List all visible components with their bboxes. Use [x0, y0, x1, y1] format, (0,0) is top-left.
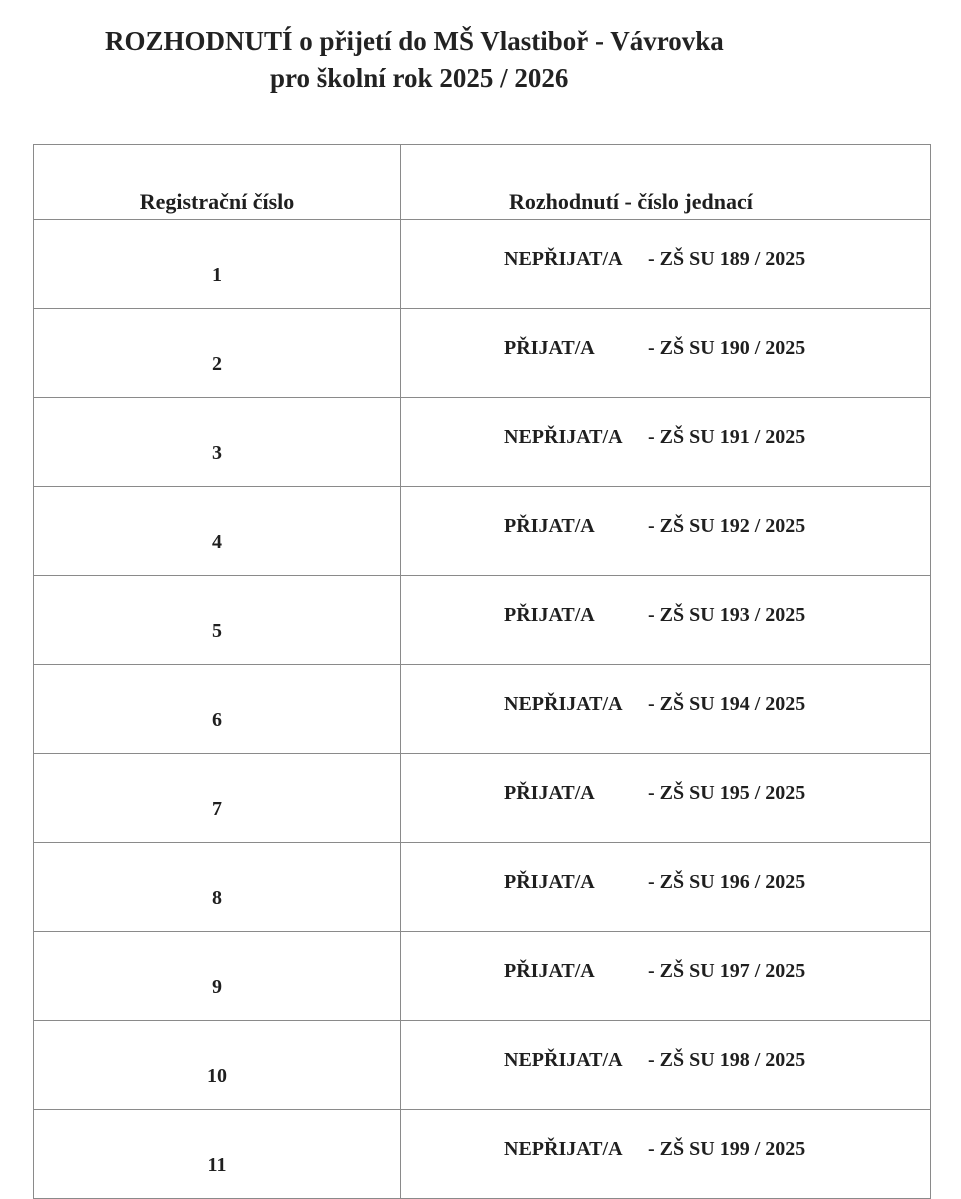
table-header-row: [34, 145, 931, 220]
reference-number: - ZŠ SU 198 / 2025: [648, 1048, 806, 1071]
registration-number: 4: [34, 487, 401, 576]
table-row: [34, 665, 931, 754]
table-row: [34, 220, 931, 309]
decision-status: NEPŘIJAT/A: [504, 425, 623, 448]
table-row: [34, 309, 931, 398]
table-row: [34, 1110, 931, 1199]
reference-number: - ZŠ SU 190 / 2025: [648, 336, 806, 359]
registration-number: 6: [34, 665, 401, 754]
decision-status: PŘIJAT/A: [504, 870, 595, 893]
decision-cell: [401, 576, 931, 665]
registration-number: 1: [34, 220, 401, 309]
header-decision-reference: [401, 145, 931, 220]
reference-number: - ZŠ SU 194 / 2025: [648, 692, 806, 715]
decision-cell: [401, 932, 931, 1021]
decision-table: [33, 144, 931, 1199]
reference-number: - ZŠ SU 192 / 2025: [648, 514, 806, 537]
registration-number: 9: [34, 932, 401, 1021]
decision-status: PŘIJAT/A: [504, 514, 595, 537]
registration-number: 3: [34, 398, 401, 487]
reference-number: - ZŠ SU 195 / 2025: [648, 781, 806, 804]
decision-status: PŘIJAT/A: [504, 781, 595, 804]
decision-status: NEPŘIJAT/A: [504, 692, 623, 715]
decision-cell: [401, 665, 931, 754]
registration-number: 10: [34, 1021, 401, 1110]
decision-cell: [401, 487, 931, 576]
header-decision-label: Rozhodnutí - číslo jednací: [509, 189, 753, 214]
registration-number: 11: [34, 1110, 401, 1199]
table-row: [34, 576, 931, 665]
decision-cell: [401, 843, 931, 932]
decision-status: NEPŘIJAT/A: [504, 1048, 623, 1071]
document-subtitle: pro školní rok 2025 / 2026: [270, 63, 569, 93]
table-row: [34, 754, 931, 843]
decision-cell: [401, 754, 931, 843]
decision-cell: [401, 220, 931, 309]
document-title: ROZHODNUTÍ o přijetí do MŠ Vlastiboř - Vávrovka: [105, 26, 724, 56]
decision-cell: [401, 309, 931, 398]
decision-status: PŘIJAT/A: [504, 336, 595, 359]
decision-cell: [401, 1110, 931, 1199]
table-row: [34, 932, 931, 1021]
registration-number: 5: [34, 576, 401, 665]
reference-number: - ZŠ SU 193 / 2025: [648, 603, 806, 626]
decision-status: NEPŘIJAT/A: [504, 247, 623, 270]
decision-cell: [401, 1021, 931, 1110]
reference-number: - ZŠ SU 189 / 2025: [648, 247, 806, 270]
reference-number: - ZŠ SU 199 / 2025: [648, 1137, 806, 1160]
decision-status: NEPŘIJAT/A: [504, 1137, 623, 1160]
decision-status: PŘIJAT/A: [504, 603, 595, 626]
registration-number: 7: [34, 754, 401, 843]
reference-number: - ZŠ SU 191 / 2025: [648, 425, 806, 448]
reference-number: - ZŠ SU 197 / 2025: [648, 959, 806, 982]
table-row: [34, 843, 931, 932]
table-row: [34, 398, 931, 487]
header-registration-number: Registrační číslo: [34, 145, 401, 220]
table-row: [34, 1021, 931, 1110]
reference-number: - ZŠ SU 196 / 2025: [648, 870, 806, 893]
table-row: [34, 487, 931, 576]
registration-number: 2: [34, 309, 401, 398]
decision-cell: [401, 398, 931, 487]
registration-number: 8: [34, 843, 401, 932]
decision-status: PŘIJAT/A: [504, 959, 595, 982]
